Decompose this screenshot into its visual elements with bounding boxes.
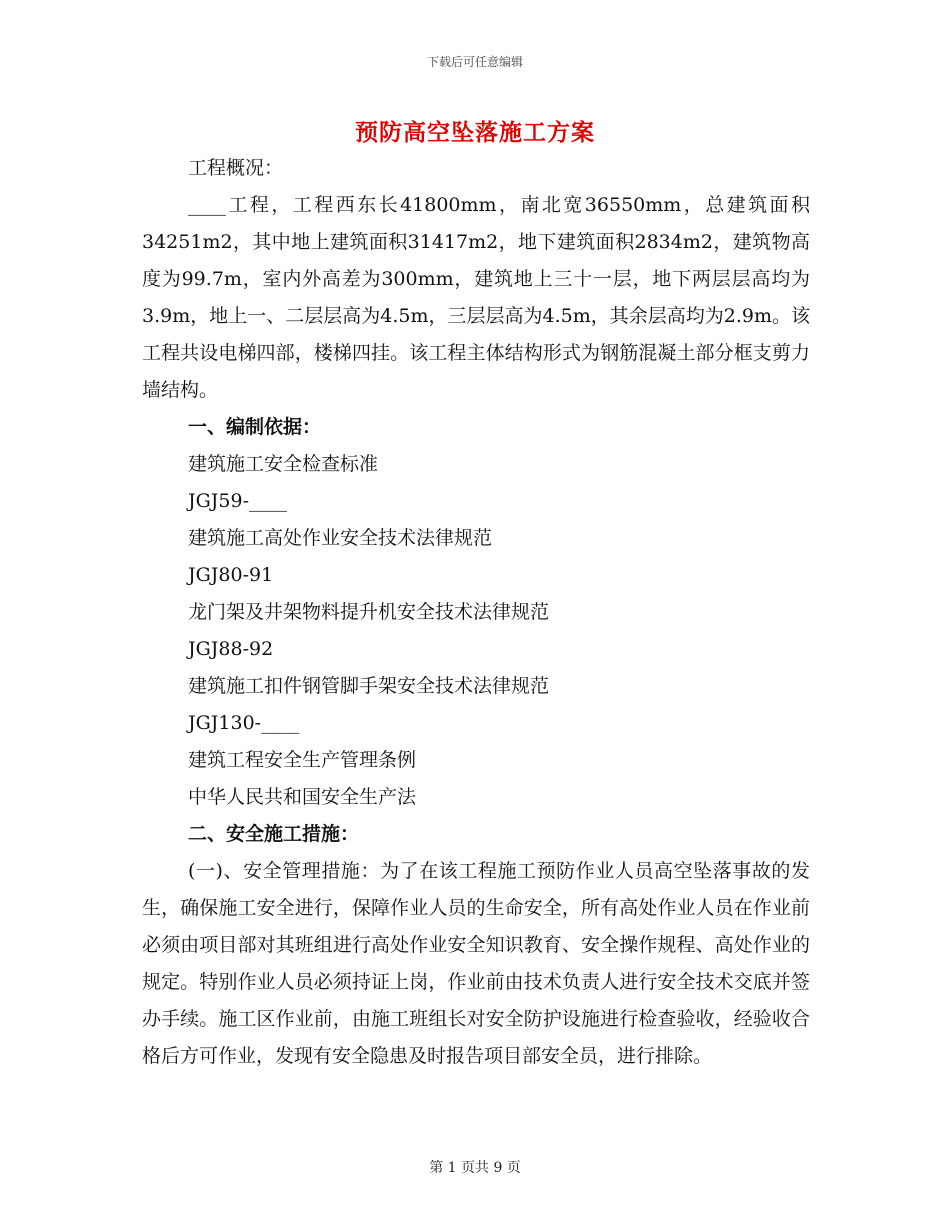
measures-heading: 二、安全施工措施： (188, 823, 360, 845)
basis-item: 建筑施工扣件钢管脚手架安全技术法律规范 (188, 675, 550, 697)
basis-heading: 一、编制依据： (188, 416, 322, 438)
page-footer: 第 1 页共 9 页 (429, 1160, 521, 1176)
measures-paragraph: (一)、安全管理措施：为了在该工程施工预防作业人员高空坠落事故的发生，确保施工安全进行，保障作业人员的生命安全，所有高处作业人员在作业前必须由项目部对其班组进行高处作业安全知识教育、安全操作规程、高处作业的规定。特别作业人员必须持证上岗，作业前由技术负责人进行安全技术交底并签办手续。施工区作业前，由施工班组长对安全防护设施进行检查验收，经验收合格后方可作业，发现有安全隐患及时报告项目部安全员，进行排除。 (142, 860, 810, 1067)
basis-item: 龙门架及井架物料提升机安全技术法律规范 (188, 601, 550, 623)
document-title: 预防高空坠落施工方案 (355, 119, 595, 146)
basis-item: 中华人民共和国安全生产法 (188, 786, 417, 808)
basis-item: 建筑施工高处作业安全技术法律规范 (188, 527, 493, 549)
page-header: 下载后可任意编辑 (426, 55, 523, 69)
overview-paragraph: ____工程，工程西东长41800mm，南北宽36550mm，总建筑面积34251m2，其中地上建筑面积31417m2，地下建筑面积2834m2，建筑物高度为99.7m，室内外高差为300mm，建筑地上三十一层，地下两层层高均为3.9m，地上一、二层层高为4.5m，三层层高为4.5m，其余层高均为2.9m。该工程共设电梯四部，楼梯四挂。该工程主体结构形式为钢筋混凝土部分框支剪力墙结构。 (142, 194, 810, 401)
basis-item: 建筑施工安全检查标准 (188, 453, 379, 475)
basis-item: JGJ88-92 (188, 638, 274, 660)
basis-item: JGJ80-91 (188, 564, 274, 586)
document-body (142, 150, 810, 1075)
basis-item: JGJ59-____ (188, 490, 288, 512)
basis-item: JGJ130-____ (188, 712, 300, 734)
basis-item: 建筑工程安全生产管理条例 (188, 749, 417, 771)
overview-heading: 工程概况： (188, 157, 284, 179)
